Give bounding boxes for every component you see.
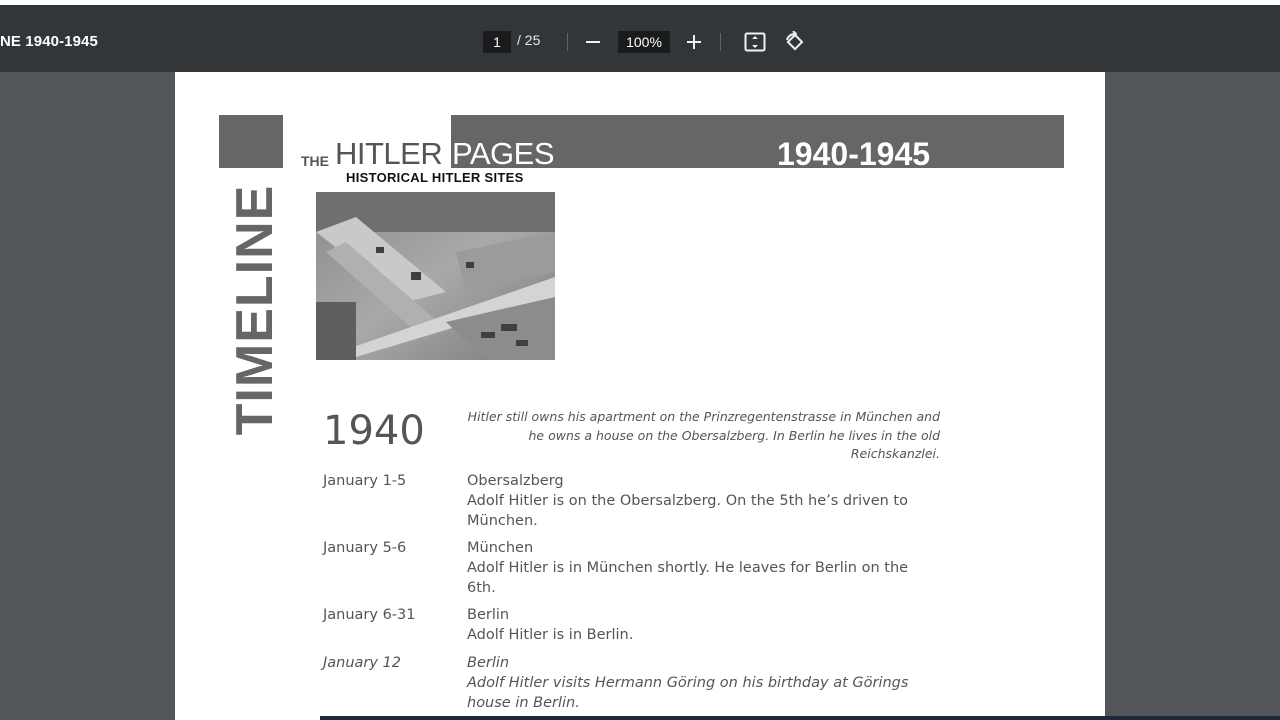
entry-date: January 12 bbox=[323, 655, 402, 671]
toolbar-separator bbox=[567, 33, 568, 51]
entry-date: January 1-5 bbox=[323, 473, 407, 489]
toolbar-separator bbox=[720, 33, 721, 51]
fit-page-icon bbox=[744, 32, 766, 52]
entry-text: Adolf Hitler is in Berlin. bbox=[467, 627, 634, 643]
entry-place: München bbox=[467, 540, 534, 556]
timeline-label: TIMELINE bbox=[226, 184, 284, 436]
timeline-vertical-title bbox=[219, 184, 291, 436]
entry-text: Adolf Hitler visits Hermann Göring on his birthday at Görings house in Berlin. bbox=[467, 675, 909, 711]
logo-subtitle: HISTORICAL HITLER SITES bbox=[346, 170, 524, 185]
logo-pages: PAGES bbox=[452, 136, 555, 171]
zoom-in-button[interactable] bbox=[679, 27, 709, 57]
entry-description bbox=[467, 471, 927, 531]
aerial-photo bbox=[316, 192, 555, 360]
header-block-left bbox=[219, 115, 283, 168]
page-number-input[interactable]: 1 bbox=[483, 31, 511, 53]
intro-paragraph: Hitler still owns his apartment on the Prinzregentenstrasse in München and he owns a house on the Obersalzberg. In Berlin he lives in the old Reichskanzlei. bbox=[467, 409, 940, 461]
rotate-button[interactable] bbox=[780, 27, 810, 57]
entry-date: January 6-31 bbox=[323, 607, 416, 623]
plus-icon bbox=[686, 34, 702, 50]
entry-text: Adolf Hitler is in München shortly. He leaves for Berlin on the 6th. bbox=[467, 560, 909, 596]
year-heading: 1940 bbox=[323, 408, 425, 454]
year-range-heading: 1940-1945 bbox=[777, 136, 931, 172]
entry-description bbox=[467, 538, 927, 598]
entry-description bbox=[467, 605, 927, 645]
fit-page-button[interactable] bbox=[740, 27, 770, 57]
entry-date: January 5-6 bbox=[323, 540, 407, 556]
document-title: NE 1940-1945 bbox=[0, 33, 98, 50]
entry-place: Berlin bbox=[467, 655, 510, 671]
bottom-edge-strip bbox=[320, 716, 1280, 720]
zoom-out-button[interactable] bbox=[578, 27, 608, 57]
page-total-label: / 25 bbox=[517, 32, 541, 48]
logo-the: THE bbox=[301, 153, 329, 169]
minus-icon bbox=[585, 34, 601, 50]
entry-text: Adolf Hitler is on the Obersalzberg. On the 5th he’s driven to München. bbox=[467, 493, 908, 529]
entry-description bbox=[467, 653, 927, 713]
pdf-page bbox=[175, 72, 1105, 720]
entry-place: Obersalzberg bbox=[467, 473, 564, 489]
pdf-toolbar bbox=[0, 5, 1280, 72]
entry-place: Berlin bbox=[467, 607, 510, 623]
rotate-icon bbox=[784, 31, 806, 53]
zoom-level-input[interactable]: 100% bbox=[618, 31, 670, 53]
logo-hitler: HITLER bbox=[335, 136, 443, 171]
